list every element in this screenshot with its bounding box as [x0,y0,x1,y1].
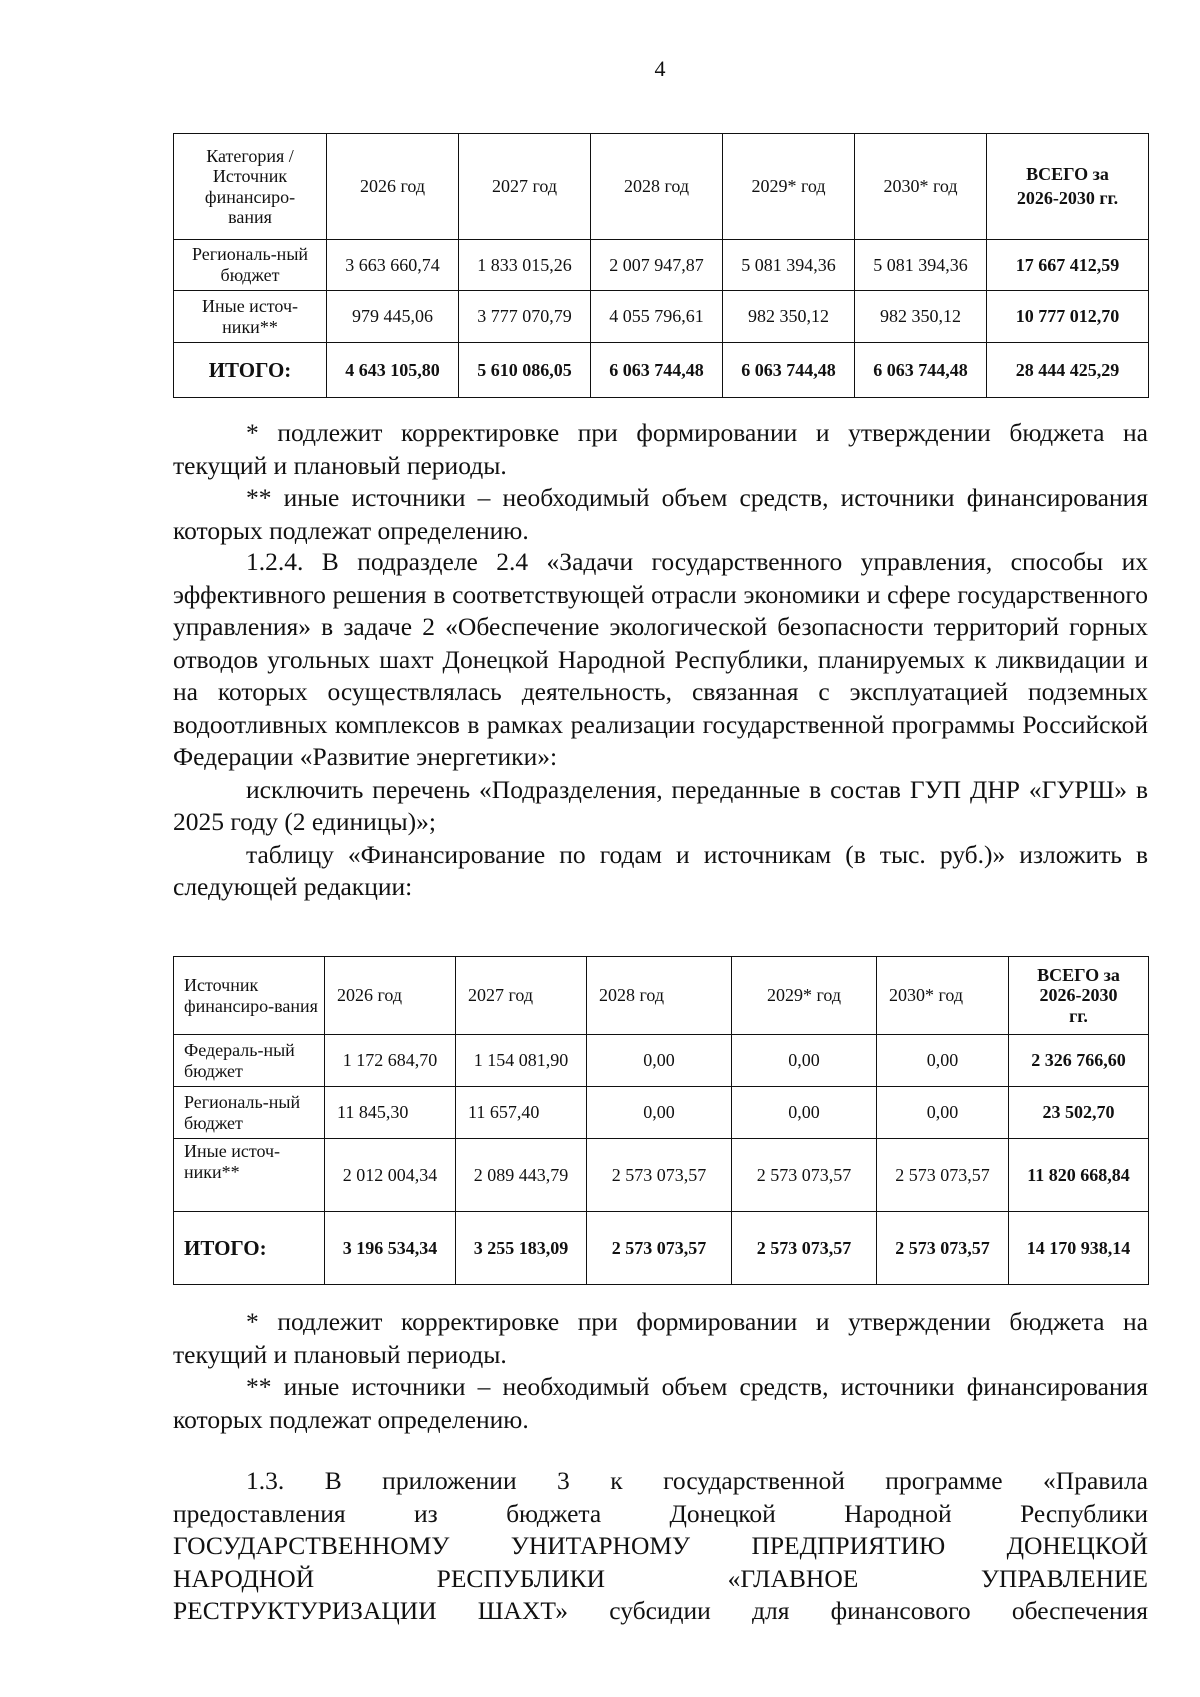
cell-total: 23 502,70 [1009,1087,1149,1139]
cell-total: 11 820 668,84 [1009,1139,1149,1212]
notes-block-2 [173,1306,1148,1436]
financing-table-1 [173,133,1149,398]
cell-total: 28 444 425,29 [987,343,1149,398]
cell-value: 0,00 [587,1035,732,1087]
cell-value: 982 350,12 [723,291,855,343]
section-1-3-line: РЕСТРУКТУРИЗАЦИИ ШАХТ» субсидии для финансового обеспечения [173,1596,1148,1625]
cell-value: 3 777 070,79 [459,291,591,343]
cell-value: 3 255 183,09 [456,1212,587,1285]
note-other-sources: ** иные источники – необходимый объем средств, источники финансирования которых подлежат определению. [173,483,1148,545]
cell-value: 2 007 947,87 [591,240,723,291]
table-row-total [174,343,1149,398]
cell-value: 6 063 744,48 [591,343,723,398]
section-1-3 [173,1465,1148,1628]
cell-value: 2 573 073,57 [732,1212,877,1285]
cell-value: 0,00 [732,1087,877,1139]
table-row [174,1035,1149,1087]
cell-value: 1 172 684,70 [325,1035,456,1087]
row-category: Иные источ-ники** [174,291,327,343]
section-1-2-4 [173,546,1148,904]
cell-value: 5 610 086,05 [459,343,591,398]
cell-value: 0,00 [587,1087,732,1139]
notes-block-1 [173,417,1148,547]
cell-value: 2 573 073,57 [877,1212,1009,1285]
cell-value: 11 657,40 [456,1087,587,1139]
section-1-3-line: ГОСУДАРСТВЕННОМУ УНИТАРНОМУ ПРЕДПРИЯТИЮ ДОНЕЦКОЙ [173,1531,1148,1560]
section-1-2-4-paragraph: 1.2.4. В подразделе 2.4 «Задачи государственного управления, способы их эффективного решения в соответствующей отрасли экономики и сфере государственного управления» в задаче 2 «Обеспечение экологической безопасности территорий горных отводов угольных шахт Донецкой Народной Республики, планируемых к ликвидации и на которых осуществлялась деятельность, связанная с эксплуатацией подземных водоотливных комплексов в рамках реализации государственной программы Российской Федерации «Развитие энергетики»: [173,547,1148,771]
row-category: ИТОГО: [174,343,327,398]
cell-total: 17 667 412,59 [987,240,1149,291]
cell-value: 2 089 443,79 [456,1139,587,1212]
cell-value: 6 063 744,48 [855,343,987,398]
section-1-2-4-item2: таблицу «Финансирование по годам и источникам (в тыс. руб.)» изложить в следующей редакции: [173,839,1148,901]
table-row [174,240,1149,291]
table-row-total [174,1212,1149,1285]
header-2026: 2026 год [325,957,456,1035]
cell-value: 4 643 105,80 [327,343,459,398]
header-total: ВСЕГО за 2026-2030 гг. [1009,957,1149,1035]
cell-value: 0,00 [877,1087,1009,1139]
cell-value: 3 663 660,74 [327,240,459,291]
cell-value: 982 350,12 [855,291,987,343]
note-budget-adjustment: * подлежит корректировке при формировании и утверждении бюджета на текущий и плановый периоды. [173,418,1148,480]
header-2030: 2030* год [855,134,987,240]
header-2028: 2028 год [591,134,723,240]
cell-value: 1 154 081,90 [456,1035,587,1087]
table-header-row [174,134,1149,240]
cell-value: 5 081 394,36 [855,240,987,291]
table-row [174,291,1149,343]
cell-total: 14 170 938,14 [1009,1212,1149,1285]
row-category: Иные источ-ники** [174,1139,325,1212]
section-1-2-4-item1: исключить перечень «Подразделения, переданные в состав ГУП ДНР «ГУРШ» в 2025 году (2 единицы)»; [173,774,1148,836]
cell-value: 3 196 534,34 [325,1212,456,1285]
cell-value: 5 081 394,36 [723,240,855,291]
note-budget-adjustment: * подлежит корректировке при формировании и утверждении бюджета на текущий и плановый периоды. [173,1307,1148,1369]
table-row [174,1087,1149,1139]
table-row [174,1139,1149,1212]
row-category: Федераль-ный бюджет [174,1035,325,1087]
cell-value: 11 845,30 [325,1087,456,1139]
cell-value: 0,00 [877,1035,1009,1087]
cell-value: 4 055 796,61 [591,291,723,343]
cell-value: 6 063 744,48 [723,343,855,398]
row-category: Региональ-ный бюджет [174,1087,325,1139]
section-1-3-line: предоставления из бюджета Донецкой Народной Республики [173,1498,1148,1528]
header-2029: 2029* год [732,957,877,1035]
header-category: Категория / Источник финансиро-вания [174,134,327,240]
note-other-sources: ** иные источники – необходимый объем средств, источники финансирования которых подлежат определению. [173,1372,1148,1434]
row-category: ИТОГО: [174,1212,325,1285]
header-2029: 2029* год [723,134,855,240]
section-1-3-line: 1.3. В приложении 3 к государственной программе «Правила [246,1466,1148,1495]
cell-total: 10 777 012,70 [987,291,1149,343]
section-1-3-paragraph [173,1465,1148,1628]
cell-value: 2 573 073,57 [587,1139,732,1212]
cell-value: 1 833 015,26 [459,240,591,291]
cell-value: 2 012 004,34 [325,1139,456,1212]
header-2027: 2027 год [456,957,587,1035]
header-2027: 2027 год [459,134,591,240]
header-total: ВСЕГО за 2026-2030 гг. [987,134,1149,240]
header-2030: 2030* год [877,957,1009,1035]
cell-total: 2 326 766,60 [1009,1035,1149,1087]
cell-value: 2 573 073,57 [877,1139,1009,1212]
row-category: Региональ-ный бюджет [174,240,327,291]
cell-value: 979 445,06 [327,291,459,343]
cell-value: 2 573 073,57 [732,1139,877,1212]
financing-table-2 [173,956,1149,1285]
table-header-row [174,957,1149,1035]
header-2028: 2028 год [587,957,732,1035]
section-1-3-line: НАРОДНОЙ РЕСПУБЛИКИ «ГЛАВНОЕ УПРАВЛЕНИЕ [173,1563,1148,1593]
cell-value: 0,00 [732,1035,877,1087]
cell-value: 2 573 073,57 [587,1212,732,1285]
header-category: Источник финансиро-вания [174,957,325,1035]
page-number: 4 [654,56,666,81]
header-2026: 2026 год [327,134,459,240]
